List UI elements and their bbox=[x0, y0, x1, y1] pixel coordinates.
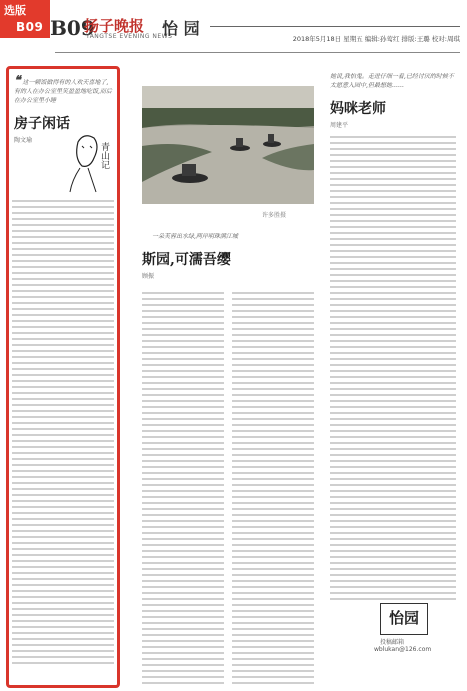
illustration-signature: 青山记 bbox=[99, 142, 109, 169]
section-logo-text: 怡园 bbox=[388, 609, 419, 627]
edition-label: 选版 bbox=[4, 4, 26, 17]
photo-caption: 许多胜摄 bbox=[262, 212, 287, 219]
right-article-header bbox=[330, 72, 458, 129]
left-article-byline: 陶文瑜 bbox=[14, 137, 33, 144]
center-article-title: 斯园,可濡吾缨 bbox=[142, 252, 231, 268]
right-article-byline: 周建平 bbox=[330, 122, 349, 129]
section-logo bbox=[380, 603, 428, 635]
left-quote-text: 这一顿饭做得有的人欢天喜地了,有的人在办公室里笑盈盈地吃饭,而后在办公室里小睡 bbox=[14, 79, 112, 104]
center-article-quote bbox=[142, 232, 318, 241]
page-number: B09 bbox=[50, 16, 95, 40]
section-title: 怡 园 bbox=[162, 19, 200, 38]
paper-english-name: YANGTSE EVENING NEWS bbox=[86, 33, 173, 40]
date-line: 2018年5月18日 星期五 编辑:孙莺红 排版:王璐 校对:周琪 bbox=[292, 35, 460, 43]
left-article-title: 房子闲话 bbox=[14, 116, 70, 132]
submission-email: wblukan@126.com bbox=[374, 646, 432, 653]
paper-logo: 扬子晚报 bbox=[84, 17, 145, 35]
right-quote-text: 她说,我怕鬼。走进仔细一看,已经讨厌的时候不太愿意入园中,但最想她…… bbox=[330, 73, 454, 89]
masthead bbox=[50, 12, 460, 43]
center-quote-text: 一朵芙蓉出水绿,两岸明珠满江城 bbox=[152, 233, 238, 240]
portrait-illustration bbox=[62, 128, 116, 194]
quote-mark-icon: ❝ bbox=[14, 73, 21, 87]
right-article-quote bbox=[330, 72, 458, 90]
left-article-body bbox=[12, 200, 114, 668]
center-article-byline: 顾振 bbox=[142, 273, 155, 280]
right-article-body bbox=[330, 136, 456, 604]
header-divider bbox=[55, 52, 460, 53]
page-code-badge: B09 bbox=[16, 20, 44, 34]
submission-label: 投稿邮箱 bbox=[380, 639, 405, 646]
left-article-quote bbox=[14, 73, 114, 105]
right-article-title: 妈咪老师 bbox=[330, 101, 386, 117]
river-boats-photo bbox=[142, 86, 314, 204]
edition-badge bbox=[0, 0, 50, 38]
center-article-body-col2 bbox=[232, 292, 314, 688]
center-article-header bbox=[142, 232, 318, 280]
center-article-body-col1 bbox=[142, 292, 224, 688]
masthead-rule bbox=[210, 26, 460, 27]
